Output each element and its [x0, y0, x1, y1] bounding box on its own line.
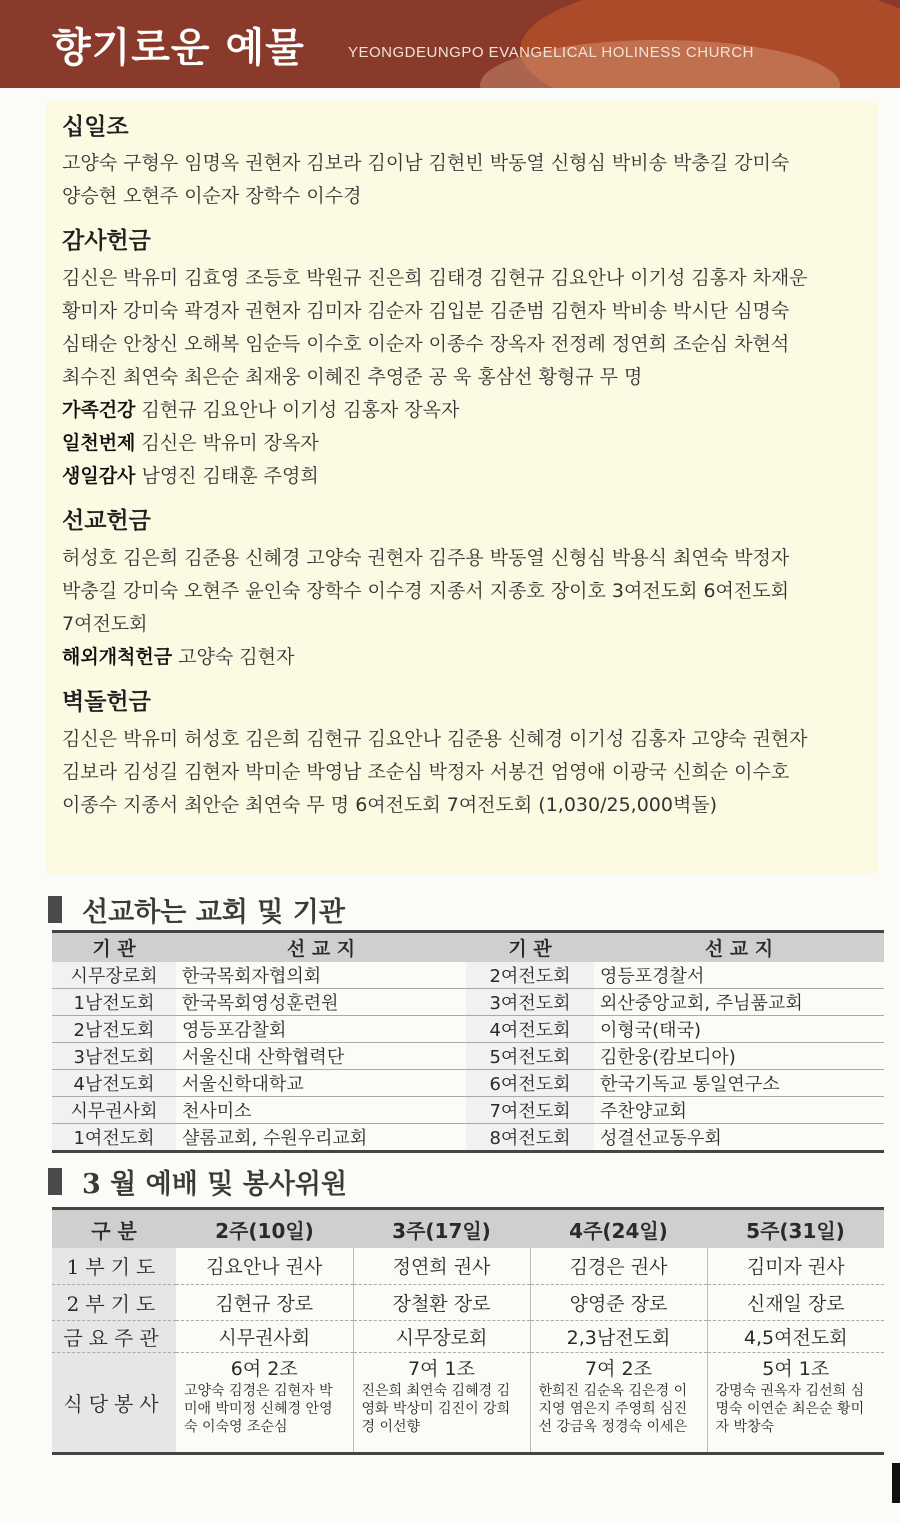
kitchen-group: 7여 1조 — [353, 1352, 530, 1382]
table-cell: 외산중앙교회, 주님품교회 — [594, 989, 884, 1016]
first-offering-names: 김신은 박유미 장옥자 — [141, 432, 319, 454]
first-offering-line — [62, 428, 319, 455]
overseas-label: 해외개척헌금 — [62, 646, 173, 668]
column-header: 구 분 — [52, 1209, 176, 1249]
table-cell: 2남전도회 — [52, 1016, 176, 1043]
table-cell: 3여전도회 — [466, 989, 594, 1016]
table-cell: 김현규 장로 — [176, 1284, 353, 1320]
column-header: 3주(17일) — [353, 1209, 530, 1249]
table-row — [52, 1043, 884, 1070]
thanks-line: 최수진 최연숙 최은순 최재웅 이혜진 추영준 공 욱 홍삼선 황형규 무 명 — [62, 366, 643, 388]
mission-line: 허성호 김은희 김준용 신혜경 고양숙 권현자 김주용 박동열 신형심 박용식 최연숙 박정자 — [62, 547, 790, 569]
birthday-label: 생일감사 — [62, 465, 136, 487]
kitchen-names: 한희진 김순옥 김은경 이지영 염은지 주영희 심진선 강금옥 정경숙 이세은 — [530, 1382, 707, 1454]
table-row — [52, 1124, 884, 1152]
thanks-heading: 감사헌금 — [62, 228, 151, 254]
table-cell: 한국기독교 통일연구소 — [594, 1070, 884, 1097]
kitchen-names: 강명숙 권옥자 김선희 심명숙 이연순 최은순 황미자 박창숙 — [707, 1382, 884, 1454]
brick-line: 이종수 지종서 최안순 최연숙 무 명 6여전도회 7여전도회 (1,030/25,000벽돌) — [62, 794, 718, 816]
heading-bar — [48, 896, 62, 923]
page-edge-mark — [892, 1463, 900, 1503]
table-cell: 4여전도회 — [466, 1016, 594, 1043]
kitchen-group: 5여 1조 — [707, 1352, 884, 1382]
table-cell: 한국목회자협의회 — [176, 962, 466, 989]
tithe-line: 고양숙 구형우 임명옥 권현자 김보라 김이남 김현빈 박동열 신형심 박비송 박충길 강미숙 — [62, 152, 790, 174]
table-cell: 김요안나 권사 — [176, 1248, 353, 1284]
mission-table-header-row — [52, 932, 884, 963]
table-cell: 4,5여전도회 — [707, 1320, 884, 1352]
table-cell: 영등포경찰서 — [594, 962, 884, 989]
mission-heading: 선교헌금 — [62, 508, 151, 534]
column-header: 선 교 지 — [594, 932, 884, 963]
table-row — [52, 1070, 884, 1097]
church-name: YEONGDEUNGPO EVANGELICAL HOLINESS CHURCH — [348, 44, 754, 61]
column-header: 선 교 지 — [176, 932, 466, 963]
table-cell: 샬롬교회, 수원우리교회 — [176, 1124, 466, 1152]
kitchen-names: 고양숙 김경은 김현자 박미애 박미정 신혜경 안영숙 이숙영 조순심 — [176, 1382, 353, 1454]
table-cell: 2,3남전도회 — [530, 1320, 707, 1352]
family-health-label: 가족건강 — [62, 399, 136, 421]
table-cell: 3남전도회 — [52, 1043, 176, 1070]
thanks-line: 김신은 박유미 김효영 조등호 박원규 진은희 김태경 김현규 김요안나 이기성 김홍자 차재운 — [62, 267, 808, 289]
mission-table — [52, 930, 884, 1153]
table-cell: 시무권사회 — [52, 1097, 176, 1124]
table-cell: 장철환 장로 — [353, 1284, 530, 1320]
brick-line: 김신은 박유미 허성호 김은희 김현규 김요안나 김준용 신혜경 이기성 김홍자 고양숙 권현자 — [62, 728, 808, 750]
brick-heading: 벽돌헌금 — [62, 689, 151, 715]
tithe-line: 양승현 오현주 이순자 장학수 이수경 — [62, 185, 362, 207]
table-cell: 서울신대 산학협력단 — [176, 1043, 466, 1070]
table-cell: 이형국(태국) — [594, 1016, 884, 1043]
table-cell: 시무장로회 — [52, 962, 176, 989]
mission-line: 박충길 강미숙 오현주 윤인숙 장학수 이수경 지종서 지종호 장이호 3여전도회 6여전도회 — [62, 580, 789, 602]
kitchen-group: 7여 2조 — [530, 1352, 707, 1382]
table-cell: 시무장로회 — [353, 1320, 530, 1352]
mission-line: 7여전도회 — [62, 613, 148, 635]
table-cell: 2여전도회 — [466, 962, 594, 989]
page-header — [0, 0, 900, 88]
family-health-names: 김현규 김요안나 이기성 김홍자 장옥자 — [141, 399, 460, 421]
table-cell: 1여전도회 — [52, 1124, 176, 1152]
table-cell: 천사미소 — [176, 1097, 466, 1124]
row-label: 식당봉사 — [52, 1352, 176, 1454]
column-header: 기 관 — [466, 932, 594, 963]
brick-line: 김보라 김성길 김현자 박미순 박영남 조순심 박정자 서봉건 엄영애 이광국 신희순 이수호 — [62, 761, 790, 783]
overseas-names: 고양숙 김현자 — [178, 646, 295, 668]
table-cell: 7여전도회 — [466, 1097, 594, 1124]
kitchen-group: 6여 2조 — [230, 1357, 298, 1380]
table-cell: 신재일 장로 — [707, 1284, 884, 1320]
table-cell: 서울신학대학교 — [176, 1070, 466, 1097]
first-offering-label: 일천번제 — [62, 432, 136, 454]
column-header: 2주(10일) — [176, 1209, 353, 1249]
mission-table-heading — [48, 890, 345, 929]
thanks-line: 황미자 강미숙 곽경자 권현자 김미자 김순자 김입분 김준범 김현자 박비송 박시단 심명숙 — [62, 300, 790, 322]
worship-table-header-row — [52, 1209, 884, 1249]
page-title: 향기로운 예물 — [52, 25, 305, 71]
table-row — [52, 962, 884, 989]
row-label: 2부기도 — [52, 1284, 176, 1320]
table-cell: 김한웅(캄보디아) — [594, 1043, 884, 1070]
overseas-line — [62, 642, 294, 669]
table-row — [52, 1382, 884, 1454]
table-row — [52, 1320, 884, 1352]
table-row — [52, 1097, 884, 1124]
table-cell: 8여전도회 — [466, 1124, 594, 1152]
tithe-heading: 십일조 — [62, 114, 129, 140]
mission-table-title: 선교하는 교회 및 기관 — [82, 897, 345, 928]
table-cell: 김미자 권사 — [707, 1248, 884, 1284]
table-cell: 4남전도회 — [52, 1070, 176, 1097]
thanks-line: 심태순 안창신 오해복 임순득 이수호 이순자 이종수 장옥자 전정례 정연희 조순심 차현석 — [62, 333, 790, 355]
table-cell: 김경은 권사 — [530, 1248, 707, 1284]
row-label: 1부기도 — [52, 1248, 176, 1284]
table-row — [52, 1352, 884, 1382]
table-cell: 1남전도회 — [52, 989, 176, 1016]
worship-table — [52, 1207, 884, 1455]
worship-table-heading — [48, 1162, 347, 1201]
table-cell: 한국목회영성훈련원 — [176, 989, 466, 1016]
table-cell: 양영준 장로 — [530, 1284, 707, 1320]
family-health-line — [62, 395, 459, 422]
table-cell: 6여전도회 — [466, 1070, 594, 1097]
kitchen-names: 진은희 최연숙 김혜경 김영화 박상미 김진이 강희경 이선향 — [353, 1382, 530, 1454]
column-header: 5주(31일) — [707, 1209, 884, 1249]
heading-bar — [48, 1168, 62, 1195]
table-row — [52, 1248, 884, 1284]
table-cell: 영등포감찰회 — [176, 1016, 466, 1043]
table-cell: 5여전도회 — [466, 1043, 594, 1070]
worship-table-title: 3 월 예배 및 봉사위원 — [82, 1169, 348, 1200]
table-row — [52, 1016, 884, 1043]
table-cell: 시무권사회 — [176, 1320, 353, 1352]
table-cell: 정연희 권사 — [353, 1248, 530, 1284]
row-label: 금요주관 — [52, 1320, 176, 1352]
table-cell: 주찬양교회 — [594, 1097, 884, 1124]
table-cell: 성결선교동우회 — [594, 1124, 884, 1152]
birthday-names: 남영진 김태훈 주영희 — [141, 465, 319, 487]
column-header: 기 관 — [52, 932, 176, 963]
table-row — [52, 1284, 884, 1320]
table-row — [52, 989, 884, 1016]
column-header: 4주(24일) — [530, 1209, 707, 1249]
birthday-line — [62, 461, 319, 488]
